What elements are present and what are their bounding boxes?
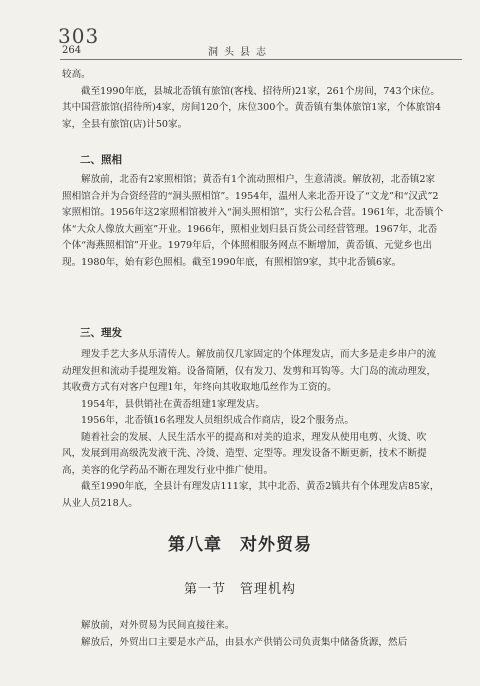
running-header-title: 洞头县志 [208, 47, 272, 58]
barbering-block [62, 347, 444, 512]
section-heading-barbering: 三、理发 [80, 327, 122, 339]
foreign-trade-paragraph-before: 解放前，对外贸易为民间直接往来。 [81, 620, 235, 631]
barbering-paragraph-history: 理发手艺大多从乐清传人。解放前仅几家固定的个体理发店，而大多是走乡串户的流动理发担和流动手提理发箱。设备简陋，仅有发刀、发剪和耳钩等。大门岛的流动理发，其收费方式有对客户包理1年，年终向其收取地瓜丝作为工资的。 [62, 349, 437, 393]
section-heading-photography: 二、照相 [80, 154, 122, 166]
barbering-paragraph-1956: 1956年，北岙镇16名理发人员组织成合作商店，设2个服务点。 [81, 415, 354, 426]
barbering-paragraph-1954: 1954年，县供销社在黄岙组建1家理发店。 [81, 398, 266, 410]
foreign-trade-block [62, 618, 444, 651]
photography-paragraph: 解放前，北岙有2家照相馆；黄岙有1个流动照相户，生意清淡。解放初，北岙镇2家照相馆合并为合资经营的“洞头照相馆”。1954年，温州人来北岙开设了“文龙”和“汉武”2家照相馆。1956年这2家照相馆被并入“洞头照相馆”，实行公私合营。1961年，北岙镇个体“大众人像放大画室”开业。1966年，照相业划归县百货公司经营管理。1967年，北岙个体“海燕照相馆”开业。1979年后，个体照相服务网点不断增加，黄岙镇、元觉乡也出现。1980年，始有彩色照相。截至1990年底，有照相馆9家，其中北岙镇6家。 [62, 174, 444, 268]
lodging-paragraph: 截至1990年底，县城北岙镇有旅馆(客栈、招待所)21家，261个房间，743个床位。其中国营旅馆(招待所)4家，房间120个，床位300个。黄岙镇有集体旅馆1家，个体旅馆4家，全县有旅馆(店)计50家。 [62, 85, 442, 130]
barbering-paragraph-1990: 截至1990年底，全县计有理发店111家，其中北岙、黄岙2镇共有个体理发店85家，从业人员218人。 [62, 481, 440, 509]
chapter-title: 第八章 对外贸易 [168, 535, 312, 555]
barbering-paragraph-development: 随着社会的发展、人民生活水平的提高和对美的追求，理发从使用电剪、火烫、吹风，发展到用高级洗发液干洗、冷烫、造型、定型等。理发设备不断更新，技术不断提高，美容的化学药品不断在理发行业中推广使用。 [62, 431, 427, 476]
printed-page-number: 264 [62, 45, 82, 56]
photography-block [62, 172, 444, 271]
header-divider [60, 59, 462, 60]
continuation-line: 较高。 [62, 69, 91, 80]
handwritten-page-number: 303 [58, 24, 100, 48]
subsection-title: 第一节 管理机构 [183, 582, 296, 597]
foreign-trade-paragraph-after: 解放后，外贸出口主要是水产品，由县水产供销公司负责集中储备货源，然后 [81, 636, 408, 648]
lodging-block [62, 67, 444, 133]
